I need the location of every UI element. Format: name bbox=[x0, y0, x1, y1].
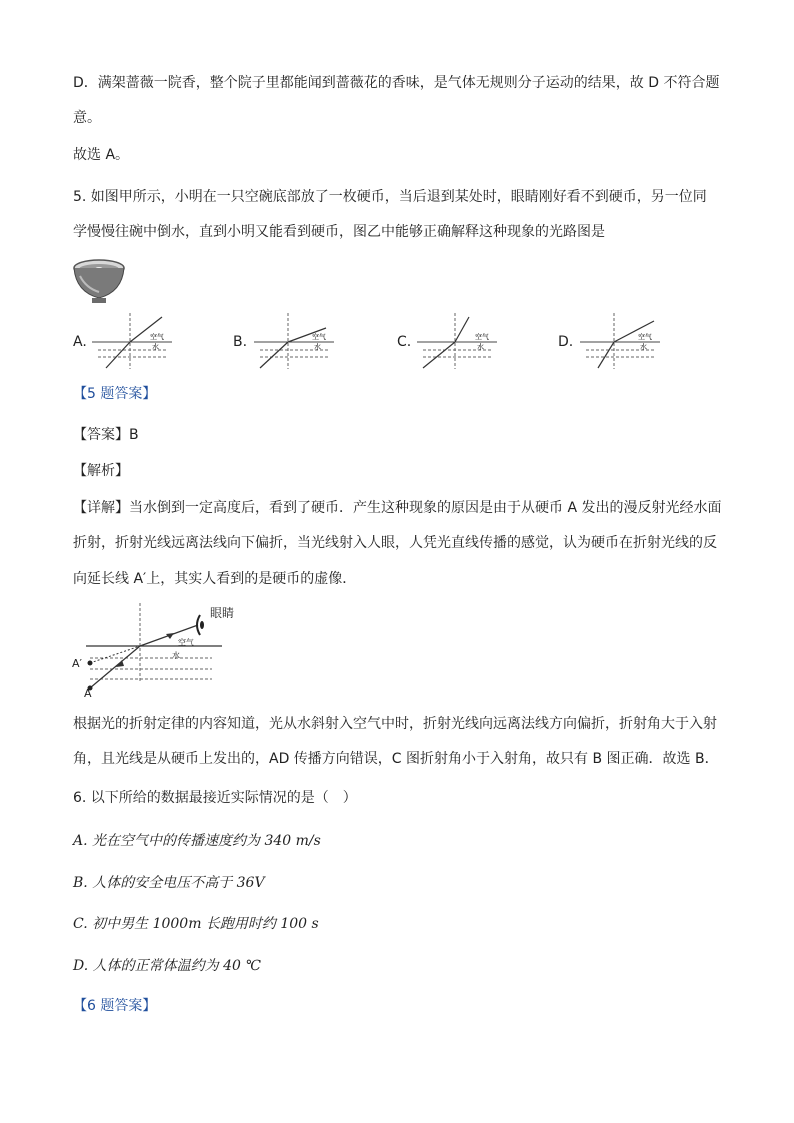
option-a-label: A. bbox=[73, 334, 87, 350]
air-label: 空气 bbox=[475, 333, 489, 341]
question-5-line-1: 5. 如图甲所示，小明在一只空碗底部放了一枚硬币，当后退到某处时，眼睛刚好看不到硬币，另一位同 bbox=[73, 189, 707, 205]
air-label: 空气 bbox=[638, 333, 652, 341]
q5-answer-header: 【5 题答案】 bbox=[73, 386, 157, 402]
answer-choose-a: 故选 A。 bbox=[73, 147, 130, 163]
option-c-label: C. bbox=[397, 334, 412, 350]
a-prime-label: A′ bbox=[72, 657, 83, 670]
q5-analysis-heading: 【解析】 bbox=[73, 463, 129, 479]
q5-answer: 【答案】B bbox=[73, 427, 139, 443]
q5-reason-line-2: 角，且光线是从硬币上发出的，AD 传播方向错误，C 图折射角小于入射角，故只有 B 图正确．故选 B． bbox=[73, 751, 719, 767]
eye-label: 眼睛 bbox=[210, 606, 235, 620]
option-d-label: D. bbox=[558, 334, 574, 350]
q5-reason-line-1: 根据光的折射定律的内容知道，光从水斜射入空气中时，折射光线向远离法线方向偏折，折射角大于入射 bbox=[73, 716, 717, 732]
diagram-b bbox=[254, 313, 334, 369]
q6-option-d: D. 人体的正常体温约为 40 ℃ bbox=[73, 958, 262, 974]
air-label: 空气 bbox=[150, 333, 164, 341]
q5-detail-line-2: 折射，折射光线远离法线向下偏折，当光线射入人眼，人凭光直线传播的感觉，认为硬币在折射光线的反 bbox=[73, 535, 717, 551]
bowl-image bbox=[72, 258, 126, 306]
question-5-line-2: 学慢慢往碗中倒水，直到小明又能看到硬币，图乙中能够正确解释这种现象的光路图是 bbox=[73, 224, 605, 240]
refraction-explanation-diagram bbox=[72, 603, 244, 698]
water-label: 水 bbox=[314, 343, 321, 351]
water-label: 水 bbox=[152, 343, 159, 351]
water-label: 水 bbox=[640, 343, 647, 351]
diagram-c bbox=[417, 313, 497, 369]
option-b-label: B. bbox=[233, 334, 248, 350]
q6-answer-header: 【6 题答案】 bbox=[73, 998, 157, 1014]
option-d-text: D．满架蔷薇一院香，整个院子里都能闻到蔷薇花的香味，是气体无规则分子运动的结果，故 D 不符合题 bbox=[73, 75, 720, 91]
option-d-text-cont: 意。 bbox=[73, 110, 101, 126]
q6-option-a: A. 光在空气中的传播速度约为 340 m/s bbox=[73, 833, 321, 849]
q6-option-c: C. 初中男生 1000m 长跑用时约 100 s bbox=[73, 916, 319, 932]
q5-detail-line-3: 向延长线 A′上，其实人看到的是硬币的虚像． bbox=[73, 571, 357, 587]
question-6: 6. 以下所给的数据最接近实际情况的是（ ） bbox=[73, 790, 357, 806]
air-label: 空气 bbox=[178, 638, 194, 647]
q6-option-b: B. 人体的安全电压不高于 36V bbox=[73, 875, 265, 891]
diagram-a bbox=[92, 313, 172, 369]
water-label: 水 bbox=[477, 343, 484, 351]
a-label: A bbox=[84, 687, 92, 698]
diagram-d bbox=[580, 313, 660, 369]
water-label: 水 bbox=[172, 651, 180, 660]
q5-detail-line-1: 【详解】当水倒到一定高度后，看到了硬币．产生这种现象的原因是由于从硬币 A 发出的漫反射光经水面 bbox=[73, 500, 722, 516]
air-label: 空气 bbox=[312, 333, 326, 341]
